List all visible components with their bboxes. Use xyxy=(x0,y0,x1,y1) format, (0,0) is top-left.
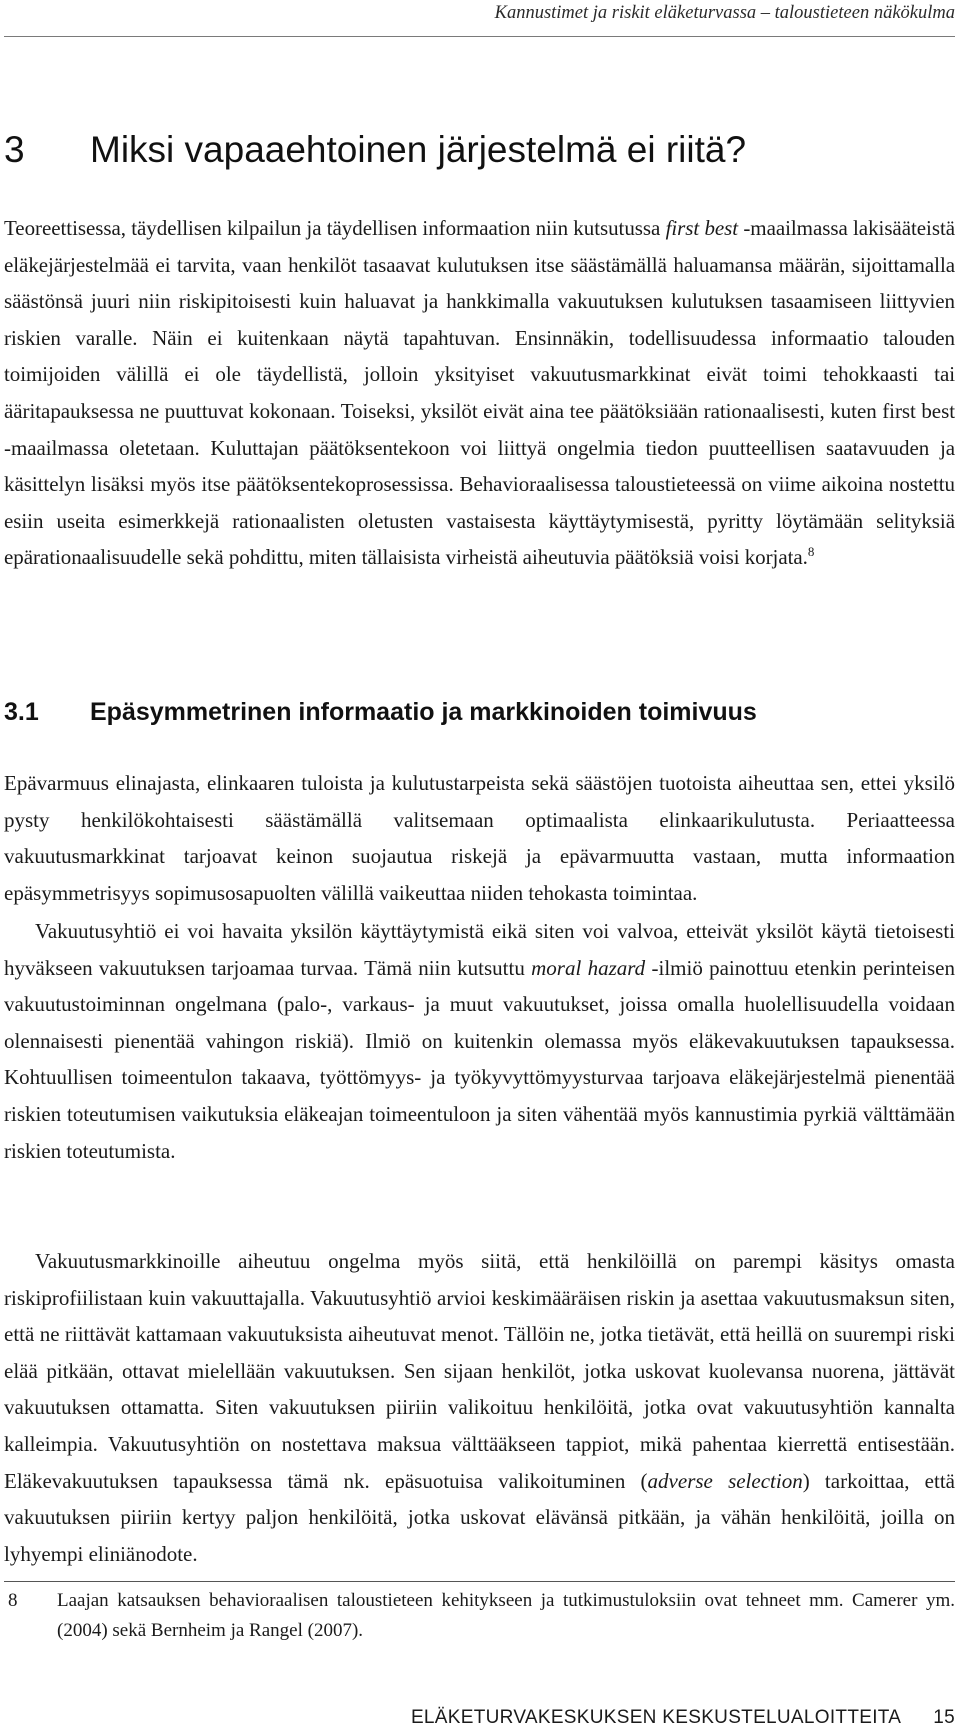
body-paragraph-2 xyxy=(4,913,955,1169)
p4-text-b: ) tarkoittaa, että vakuutuksen piiriin kertyy paljon henkilöitä, jotka uskovat elävänsä pitkään, ja vähän henkilöitä, joilla on lyhyempi eliniänodote. xyxy=(4,1468,955,1566)
p3-text-b: -ilmiö painottuu etenkin perinteisen vakuutustoiminnan ongelmana (palo-, varkaus- ja muut vakuutukset, joissa omalla huolellisuudella voidaan olennaisesti pienentää vahingon riskiä). Ilmiö on kuitenkin olemassa myös eläkevakuutuksen tapauksessa. Kohtuullisen toimeentulon takaava, työttömyys- ja työkyvyttömyysturvaa tarjoava eläkejärjestelmä pienentää riskien toteutumisen vaikutuksia eläkeajan toimeentuloon ja siten vähentää myös kannustimia pyrkiä välttämään riskien toteutumista. xyxy=(4,955,955,1163)
intro-first-best: first best xyxy=(665,216,739,240)
footnote-text: Laajan katsauksen behavioraalisen taloustieteen kehitykseen ja tutkimustuloksiin ovat tehneet mm. Camerer ym. (2004) sekä Bernheim ja Rangel (2007). xyxy=(57,1590,955,1641)
p4-text-a: Vakuutusmarkkinoille aiheutuu ongelma myös siitä, että henkilöillä on parempi käsitys omasta riskiprofiilistaan kuin vakuuttajalla. Vakuutusyhtiö arvioi keskimääräisen riskin ja asettaa vakuutusmaksun siten, että ne riittävät kattamaan vakuutuksista aiheutuvat menot. Tällöin ne, jotka tietävät, että heillä on suurempi riski elää pitkään, ottavat mielellään vakuutuksen. Sen sijaan henkilöt, jotka uskovat kuolevansa nuorena, jättävät vakuutuksen ottamatta. Siten vakuutuksen piiriin valikoituu henkilöitä, jotka ovat vakuutusyhtiön kannalta kalleimpia. Vakuutusyhtiön on nostettava maksua välttääkseen tappiot, mikä pahentaa kierrettä entisestään. Eläkevakuutuksen tapauksessa tämä nk. epäsuotuisa valikoituminen ( xyxy=(4,1249,955,1493)
intro-text-b: -maailmassa lakisääteistä eläkejärjestelmää ei tarvita, vaan henkilöt tasaavat kulutuksen itse säästämällä haluamansa määrän, sijoittamalla säästönsä juuri niin riskipitoisesti kuin haluavat ja hankkimalla vakuutuksen kulutuksen tasaamiseen liittyvien riskien varalle. Näin ei kuitenkaan näytä tapahtuvan. Ensinnäkin, todellisuudessa informaatio talouden toimijoiden välillä ei ole täydellistä, jolloin yksityiset vakuutusmarkkinat eivät toimi tehokkaasti tai ääritapauksessa ne puuttuvat kokonaan. Toiseksi, yksilöt eivät aina tee päätöksiään rationaalisesti, kuten first best -maailmassa oletetaan. Kuluttajan päätöksentekoon voi liittyä ongelmia tiedon puutteellisen saatavuuden ja käsittelyn lisäksi myös itse päätöksentekoprosessissa. Behavioraalisessa taloustieteessä on viime aikoina nostettu esiin useita esimerkkejä rationaalisten oletusten vastaisesta käyttäytymisestä, pyritty löytämään selityksiä epärationaalisuudelle sekä pohdittu, miten tällaisista virheistä aiheutuvia päätöksiä voisi korjata. xyxy=(4,216,955,570)
section-number: 3 xyxy=(4,129,25,170)
body-paragraph-3 xyxy=(4,1243,955,1572)
running-header: Kannustimet ja riskit eläketurvassa – taloustieteen näkökulma xyxy=(494,3,955,23)
subsection-heading xyxy=(4,696,757,728)
header-rule xyxy=(4,36,955,37)
subsection-number: 3.1 xyxy=(4,698,39,726)
intro-paragraph xyxy=(4,210,955,576)
subsection-title: Epäsymmetrinen informaatio ja markkinoiden toimivuus xyxy=(90,698,757,726)
footnote-rule xyxy=(4,1581,955,1582)
footer-series: ELÄKETURVAKESKUKSEN KESKUSTELUALOITTEITA xyxy=(410,1707,902,1728)
p3-moral-hazard: moral hazard xyxy=(531,955,646,980)
section-heading xyxy=(4,128,746,172)
body-paragraph-1: Epävarmuus elinajasta, elinkaaren tuloista ja kulutustarpeista sekä säästöjen tuotoista aiheuttaa sen, ettei yksilö pysty henkilökohtaisesti säästämällä valitsemaan optimaalista elinkaarikulutusta. Periaatteessa vakuutusmarkkinat tarjoavat keinon suojautua riskejä ja epävarmuutta vastaan, mutta informaation epäsymmetrisyys sopimusosapuolten välillä vaikeuttaa niiden tehokasta toimintaa. xyxy=(4,771,955,905)
footnote-number: 8 xyxy=(8,1590,18,1611)
page-number: 15 xyxy=(933,1707,955,1728)
section-title: Miksi vapaaehtoinen järjestelmä ei riitä? xyxy=(90,129,747,170)
intro-text-a: Teoreettisessa, täydellisen kilpailun ja täydellisen informaation niin kutsutussa xyxy=(4,216,666,240)
running-footer xyxy=(411,1707,955,1729)
footnote-8 xyxy=(4,1586,955,1646)
footnote-ref-8[interactable]: 8 xyxy=(807,544,815,560)
document-page xyxy=(4,0,955,1735)
p4-adverse-selection: adverse selection xyxy=(647,1468,803,1493)
p3-text-a: Vakuutusyhtiö ei voi havaita yksilön käyttäytymistä eikä siten voi valvoa, etteivät yksilöt käytä tietoisesti hyväkseen vakuutuksen tarjoamaa turvaa. Tämä niin kutsuttu xyxy=(4,919,955,980)
